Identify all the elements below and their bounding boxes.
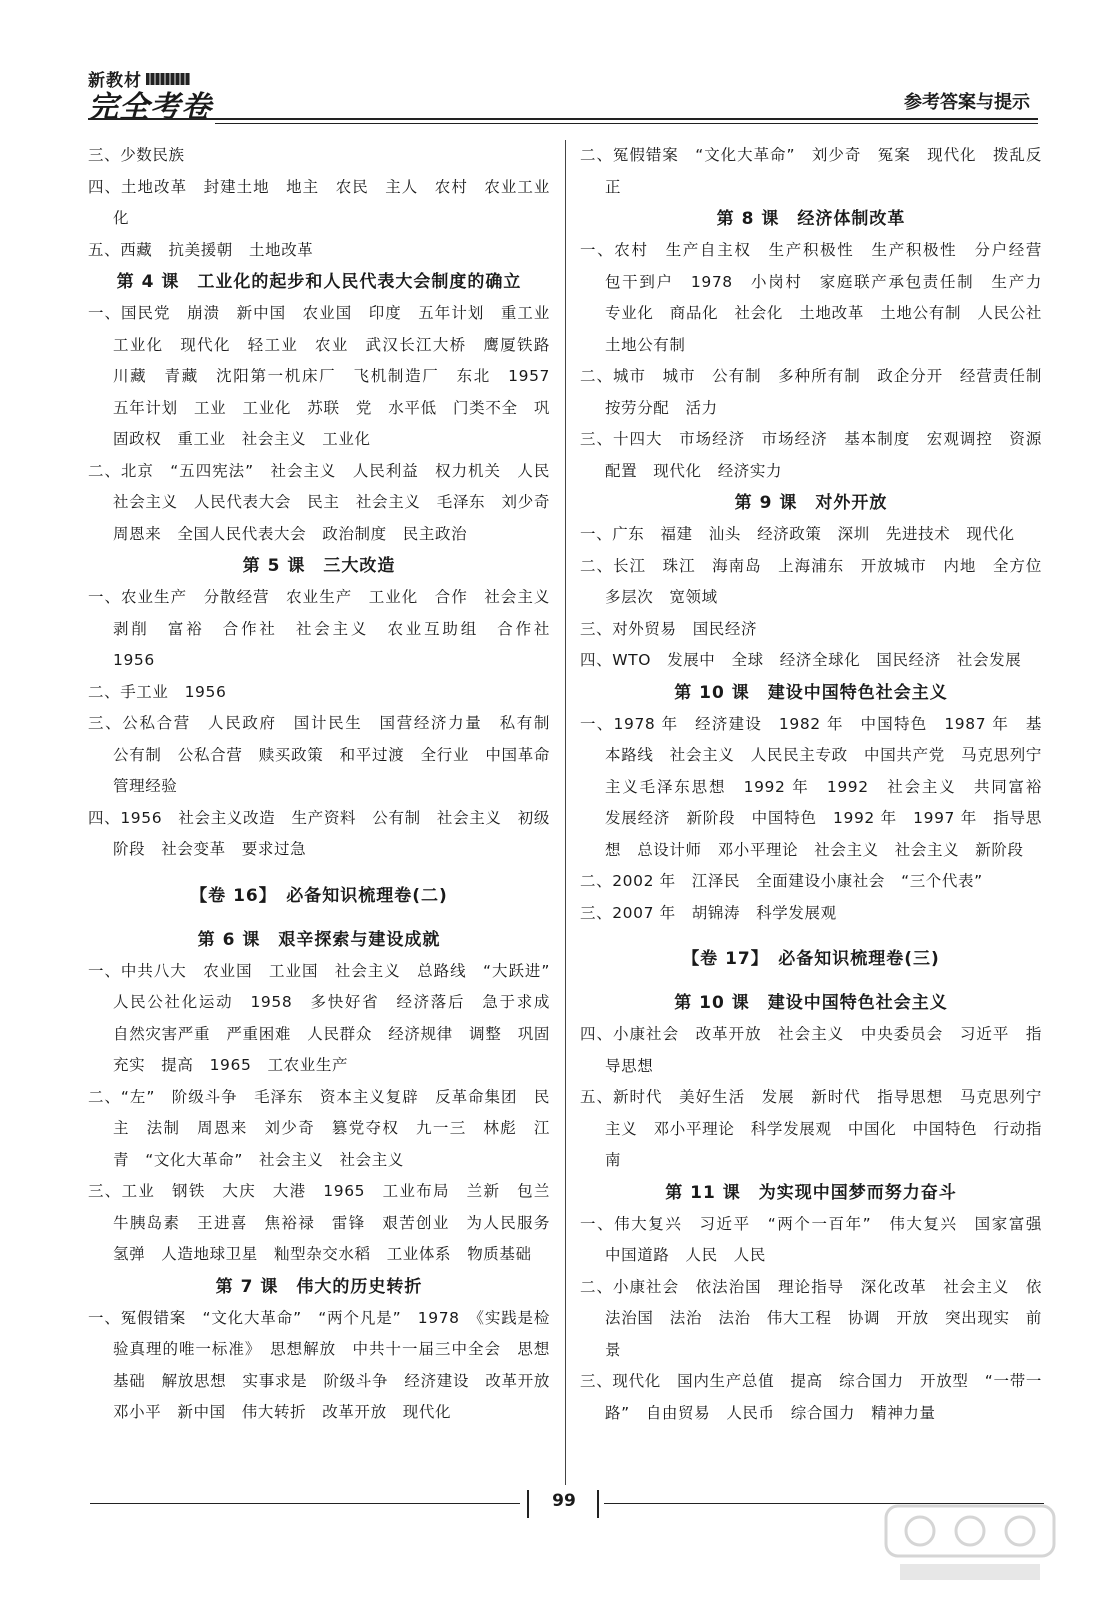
answer-block: [88, 140, 550, 266]
answer-item: 二、小康社会 依法治国 理论指导 深化改革 社会主义 依法治国 法治 法治 伟大工程 协调 开放 突出现实 前景: [580, 1277, 1042, 1359]
answer-item: 四、土地改革 封建土地 地主 农民 主人 农村 农业工业化: [88, 177, 550, 227]
lesson-heading: 第 7 课 伟大的历史转折: [215, 1276, 423, 1297]
answer-item: 三、十四大 市场经济 市场经济 基本制度 宏观调控 资源配置 现代化 经济实力: [580, 430, 1042, 480]
answer-block: [580, 235, 1059, 487]
column-divider: [565, 140, 566, 1485]
lesson-heading: 第 10 课 建设中国特色社会主义: [674, 993, 948, 1013]
answer-item: 三、对外贸易 国民经济: [580, 619, 758, 638]
answer-item: 一、伟大复兴 习近平 “两个一百年” 伟大复兴 国家富强 中国道路 人民 人民: [580, 1214, 1059, 1264]
answer-block: [580, 709, 1059, 930]
right-column: [580, 140, 1059, 1429]
lesson-heading: 第 8 课 经济体制改革: [716, 209, 906, 229]
lesson-heading: 第 6 课 艰辛探索与建设成就: [197, 929, 441, 950]
answer-item: 四、1956 社会主义改造 生产资料 公有制 社会主义 初级阶段 社会变革 要求过急: [88, 808, 550, 858]
answer-item: 三、2007 年 胡锦涛 科学发展观: [580, 903, 837, 922]
answer-block: [580, 1019, 1042, 1177]
answer-item: 一、1978 年 经济建设 1982 年 中国特色 1987 年 基本路线 社会主义 人民民主专政 中国共产党 马克思列宁主义毛泽东思想 1992 年 1992 社会主义 共同富裕 发展经济 新阶段 中国特色 1992 年 1997 年 指导思想 总设计师 邓小平理论 社会主义 社会主义 新阶段: [580, 714, 1059, 859]
footer-bar-right: [597, 1490, 599, 1518]
answer-item: 二、城市 城市 公有制 多种所有制 政企分开 经营责任制 按劳分配 活力: [580, 367, 1059, 417]
answer-block: [580, 1209, 1059, 1430]
footer-bar-left: [527, 1490, 529, 1518]
answer-item: 三、公私合营 人民政府 国计民生 国营经济力量 私有制 公有制 公私合营 赎买政策 和平过渡 全行业 中国革命 管理经验: [88, 714, 567, 795]
lesson-heading: 第 4 课 工业化的起步和人民代表大会制度的确立: [116, 272, 522, 292]
answer-item: 二、手工业 1956: [88, 682, 227, 701]
section-title: 参考答案与提示: [904, 92, 1030, 113]
answer-item: 一、中共八大 农业国 工业国 社会主义 总路线 “大跃进” 人民公社化运动 1958 多快好省 经济落后 急于求成 自然灾害严重 严重困难 人民群众 经济规律 调整 巩固 充实 提高 1965 工农业生产: [88, 961, 567, 1074]
answer-item: 二、长江 珠江 海南岛 上海浦东 开放城市 内地 全方位 多层次 宽领域: [580, 556, 1059, 606]
answer-block: [580, 140, 1042, 203]
watermark-logo-icon: [880, 1500, 1060, 1586]
answer-item: 二、北京 “五四宪法” 社会主义 人民利益 权力机关 人民 社会主义 人民代表大会 民主 社会主义 毛泽东 刘少奇 周恩来 全国人民代表大会 政治制度 民主政治: [88, 461, 567, 543]
answer-item: 二、2002 年 江泽民 全面建设小康社会 “三个代表”: [580, 872, 983, 890]
answer-item: 三、现代化 国内生产总值 提高 综合国力 开放型 “一带一路” 自由贸易 人民币 综合国力 精神力量: [580, 1372, 1042, 1422]
answer-item: 一、农村 生产自主权 生产积极性 生产积极性 分户经营 包干到户 1978 小岗村 家庭联产承包责任制 生产力 专业化 商品化 社会化 土地改革 土地公有制 人民公社 土地公有制: [580, 241, 1059, 354]
answer-item: 三、少数民族: [88, 146, 185, 164]
brand-logo: [88, 66, 212, 125]
answer-block: [88, 582, 567, 866]
header-divider: [88, 118, 1038, 120]
left-column: [88, 140, 567, 1429]
answer-item: 五、西藏 抗美援朝 土地改革: [88, 240, 314, 259]
answer-item: 二、冤假错案 “文化大革命” 刘少奇 冤案 现代化 拨乱反正: [580, 146, 1042, 196]
answer-item: 一、国民党 崩溃 新中国 农业国 印度 五年计划 重工业 工业化 现代化 轻工业 农业 武汉长江大桥 鹰厦铁路 川藏 青藏 沈阳第一机床厂 飞机制造厂 东北 1957 五年计划 工业 工业化 苏联 党 水平低 门类不全 巩固政权 重工业 社会主义 工业化: [88, 304, 567, 448]
lesson-heading: 第 9 课 对外开放: [734, 493, 888, 513]
brand-title: 完全考卷: [88, 90, 212, 125]
footer-rule-left: [90, 1503, 520, 1504]
answer-item: 一、冤假错案 “文化大革命” “两个凡是” 1978 《实践是检验真理的唯一标准》 思想解放 中共十一届三中全会 思想基础 解放思想 实事求是 阶级斗争 经济建设 改革开放 邓小平 新中国 伟大转折 改革开放 现代化: [88, 1308, 567, 1421]
brand-decor-icon: [146, 73, 190, 85]
answer-item: 三、工业 钢铁 大庆 大港 1965 工业布局 兰新 包兰 牛胰岛素 王进喜 焦裕禄 雷锋 艰苦创业 为人民服务 氢弹 人造地球卫星 籼型杂交水稻 工业体系 物质基础: [88, 1182, 567, 1263]
exam-heading: 【卷 16】 必备知识梳理卷(二): [190, 885, 448, 906]
page-number: 99: [552, 1491, 576, 1511]
answer-block: [88, 1303, 567, 1429]
answer-item: 一、农业生产 分散经营 农业生产 工业化 合作 社会主义 剥削 富裕 合作社 社会主义 农业互助组 合作社 1956: [88, 588, 567, 669]
lesson-heading: 第 11 课 为实现中国梦而努力奋斗: [665, 1182, 957, 1203]
answer-item: 五、新时代 美好生活 发展 新时代 指导思想 马克思列宁主义 邓小平理论 科学发展观 中国化 中国特色 行动指南: [580, 1088, 1042, 1169]
lesson-heading: 第 5 课 三大改造: [242, 556, 396, 576]
answer-block: [88, 956, 567, 1271]
exam-heading: 【卷 17】 必备知识梳理卷(三): [682, 949, 940, 969]
answer-item: 一、广东 福建 汕头 经济政策 深圳 先进技术 现代化: [580, 525, 1015, 543]
answer-block: [88, 298, 567, 550]
answer-item: 四、WTO 发展中 全球 经济全球化 国民经济 社会发展: [580, 651, 1022, 669]
answer-item: 四、小康社会 改革开放 社会主义 中央委员会 习近平 指导思想: [580, 1025, 1042, 1075]
brand-small-text: 新教材: [88, 71, 142, 91]
answer-block: [580, 519, 1059, 677]
lesson-heading: 第 10 课 建设中国特色社会主义: [674, 682, 948, 703]
answer-item: 二、“左” 阶级斗争 毛泽东 资本主义复辟 反革命集团 民主 法制 周恩来 刘少奇 篡党夺权 九一三 林彪 江青 “文化大革命” 社会主义 社会主义: [88, 1087, 550, 1169]
header-divider-thin: [215, 123, 1038, 124]
